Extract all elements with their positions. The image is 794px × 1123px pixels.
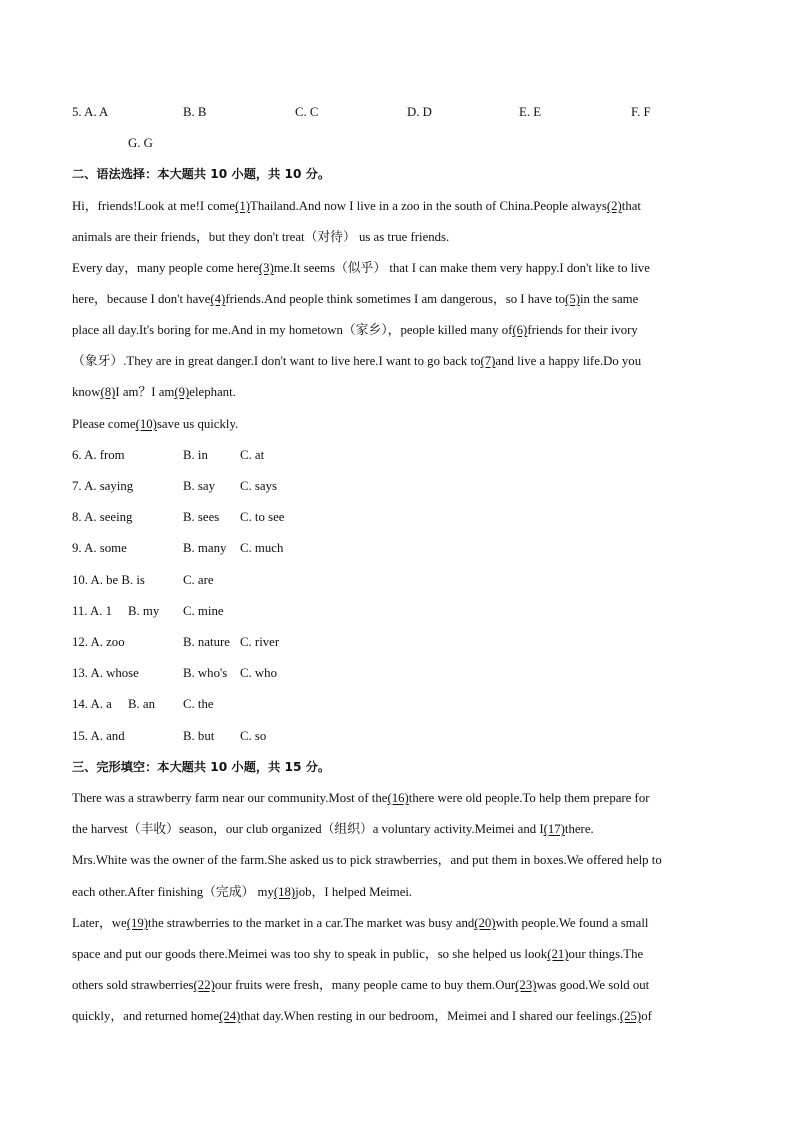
question-11-b: B. my <box>128 604 160 618</box>
question-14-a: 14. A. a <box>72 697 112 711</box>
blank-5: (5) <box>565 292 580 306</box>
question-15-a: 15. A. and <box>72 729 125 743</box>
q5-option-g: G. G <box>128 136 153 150</box>
blank-7: (7) <box>480 354 496 368</box>
question-15-b: B. but <box>183 729 215 743</box>
question-10-a: 10. A. be B. is <box>72 573 145 587</box>
question-10-c: C. are <box>183 573 214 587</box>
section2-passage-line: animals are their friends，but they don't treat（对待） us as true friends. <box>72 230 450 244</box>
question-8-a: 8. A. seeing <box>72 510 133 524</box>
q5-number: 5. <box>72 105 82 119</box>
question-7-b: B. say <box>183 479 215 493</box>
question-12-c: C. river <box>240 635 280 649</box>
section3-heading: 三、完形填空：本大题共 10 小题，共 15 分。 <box>72 760 331 774</box>
section3-passage-line: quickly，and returned home(24)that day.When resting in our bedroom，Meimei and I shared our feelings.(25)of <box>72 1009 652 1023</box>
question-8-c: C. to see <box>240 510 285 524</box>
question-12-b: B. nature <box>183 635 230 649</box>
blank-10: (10) <box>135 417 157 431</box>
q5-option-b: B. B <box>183 105 207 119</box>
blank-19: (19) <box>126 916 149 930</box>
blank-23: (23) <box>515 978 537 992</box>
question-14-c: C. the <box>183 697 214 711</box>
section3-passage-line: others sold strawberries(22)our fruits were fresh，many people came to buy them.Our(23)was good.We sold out <box>72 978 650 992</box>
blank-21: (21) <box>547 947 569 961</box>
blank-18: (18) <box>273 885 296 899</box>
blank-24: (24) <box>219 1009 241 1023</box>
question-13-c: C. who <box>240 666 277 680</box>
question-9-a: 9. A. some <box>72 541 127 555</box>
question-9-c: C. much <box>240 541 284 555</box>
question-6-c: C. at <box>240 448 265 462</box>
question-6-b: B. in <box>183 448 208 462</box>
blank-6: (6) <box>512 323 528 337</box>
section2-passage-line: here，because I don't have(4)friends.And people think sometimes I am dangerous，so I have to(5)in the same <box>72 292 639 306</box>
question-11-c: C. mine <box>183 604 224 618</box>
question-7-c: C. says <box>240 479 277 493</box>
section3-passage-line: space and put our goods there.Meimei was too shy to speak in public，so she helped us look(21)our things.The <box>72 947 644 961</box>
blank-8: (8) <box>100 385 116 399</box>
blank-3: (3) <box>258 261 274 275</box>
blank-22: (22) <box>193 978 215 992</box>
blank-2: (2) <box>606 199 622 213</box>
blank-1: (1) <box>235 199 251 213</box>
question-13-a: 13. A. whose <box>72 666 139 680</box>
question-15-c: C. so <box>240 729 267 743</box>
q5-option-a: 5. A. A <box>72 105 109 119</box>
q5-option-f: F. F <box>631 105 651 119</box>
section3-passage-line: Later，we(19)the strawberries to the market in a car.The market was busy and(20)with people.We found a small <box>72 916 649 930</box>
section2-passage-line: Every day，many people come here(3)me.It seems（似乎） that I can make them very happy.I don't like to live <box>72 261 650 275</box>
blank-20: (20) <box>474 916 496 930</box>
section2-passage-line: Hi，friends!Look at me!I come(1)Thailand.And now I live in a zoo in the south of China.People always(2)that <box>72 199 641 213</box>
question-11-a: 11. A. 1 <box>72 604 113 618</box>
q5-option-e: E. E <box>519 105 542 119</box>
question-9-b: B. many <box>183 541 227 555</box>
question-14-b: B. an <box>128 697 156 711</box>
question-7-a: 7. A. saying <box>72 479 134 493</box>
q5-option-d: D. D <box>407 105 432 119</box>
question-12-a: 12. A. zoo <box>72 635 125 649</box>
blank-9: (9) <box>174 385 190 399</box>
section3-passage-line: the harvest（丰收）season，our club organized（组织）a voluntary activity.Meimei and I(17)there. <box>72 822 594 836</box>
section2-passage-line: place all day.It's boring for me.And in my hometown（家乡），people killed many of(6)friends for their ivory <box>72 323 638 337</box>
section2-heading: 二、语法选择：本大题共 10 小题，共 10 分。 <box>72 167 331 181</box>
q5-option-c: C. C <box>295 105 319 119</box>
section3-passage-line: each other.After finishing（完成） my(18)job，I helped Meimei. <box>72 885 413 899</box>
section2-passage-line: know(8)I am？I am(9)elephant. <box>72 385 236 399</box>
question-8-b: B. sees <box>183 510 220 524</box>
blank-17: (17) <box>543 822 565 836</box>
blank-25: (25) <box>619 1009 642 1023</box>
section3-passage-line: Mrs.White was the owner of the farm.She asked us to pick strawberries，and put them in boxes.We offered help to <box>72 853 662 867</box>
blank-4: (4) <box>210 292 226 306</box>
question-13-b: B. who's <box>183 666 228 680</box>
section2-passage-line: Please come(10)save us quickly. <box>72 417 239 431</box>
question-6-a: 6. A. from <box>72 448 125 462</box>
blank-16: (16) <box>387 791 409 805</box>
section2-passage-line: （象牙）.They are in great danger.I don't want to live here.I want to go back to(7)and live a happy life.Do you <box>72 354 642 368</box>
section3-passage-line: There was a strawberry farm near our community.Most of the(16)there were old people.To help them prepare for <box>72 791 650 805</box>
